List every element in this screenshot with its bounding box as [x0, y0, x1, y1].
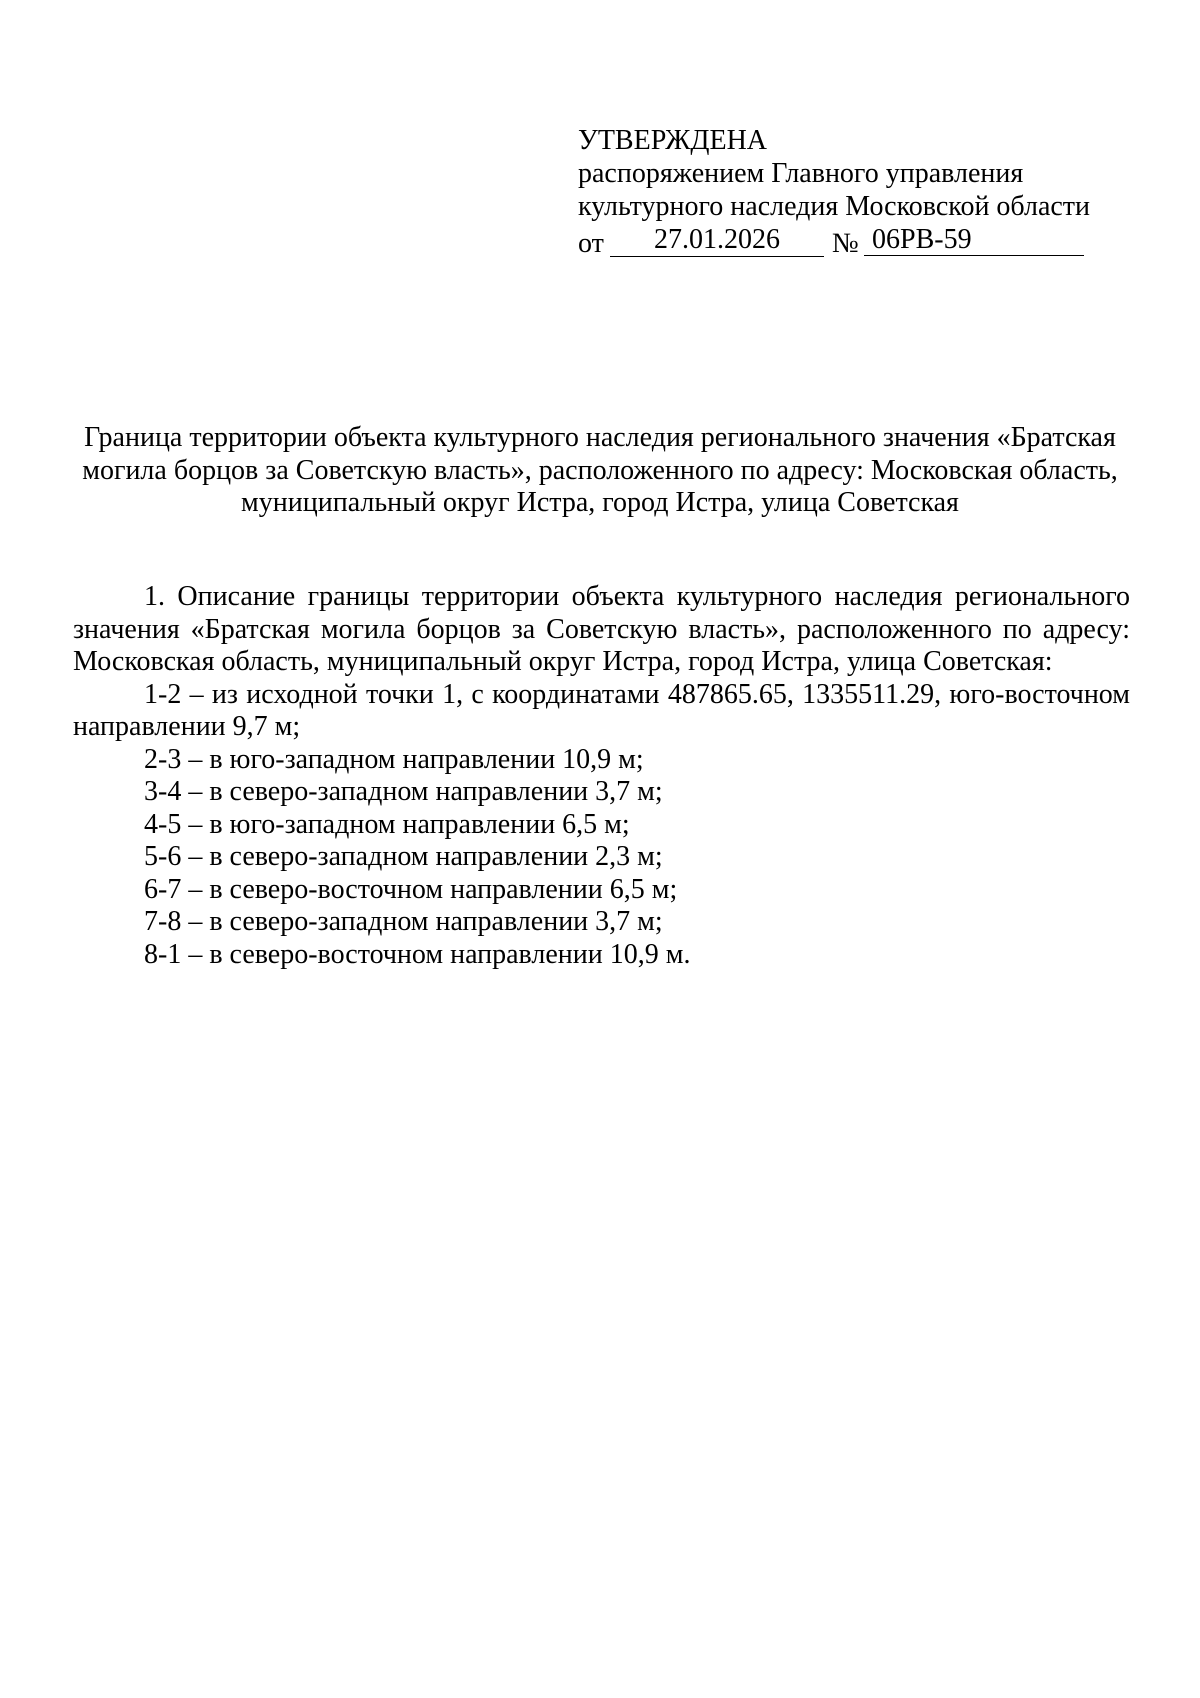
approval-line-1: распоряжением Главного управления — [578, 158, 1024, 189]
segment-item: 8-1 – в северо-восточном направлении 10,9 м. — [144, 938, 691, 970]
approval-number: 06РВ-59 — [864, 223, 1084, 256]
segment-item: 4-5 – в юго-западном направлении 6,5 м; — [144, 808, 630, 840]
date-prefix: от — [578, 228, 604, 259]
approval-line-2: культурного наследия Московской области — [578, 191, 1091, 222]
segment-item: 5-6 – в северо-западном направлении 2,3 м; — [144, 841, 663, 872]
intro-paragraph: 1. Описание границы территории объекта культурного наследия регионального значения «Братская могила борцов за Советскую власть», расположенного по адресу: Московская область, муниципальный округ Истра, город Истра, улица Советская: — [73, 581, 1130, 677]
segment-item: 6-7 – в северо-восточном направлении 6,5 м; — [144, 873, 678, 905]
document-body — [73, 581, 1130, 971]
segment-item: 3-4 – в северо-западном направлении 3,7 м; — [144, 776, 663, 807]
segment-item: 7-8 – в северо-западном направлении 3,7 м; — [144, 906, 663, 937]
approval-date: 27.01.2026 — [610, 223, 824, 257]
segment-item: 2-3 – в юго-западном направлении 10,9 м; — [144, 743, 644, 775]
approval-block — [578, 124, 1090, 259]
number-sign: № — [832, 228, 859, 259]
document-title: Граница территории объекта культурного наследия регионального значения «Братская могила борцов за Советскую власть», расположенного по адресу: Московская область, муниципальный округ Истра, город Истра, улица Советская — [82, 422, 1118, 518]
segment-1-2: 1-2 – из исходной точки 1, с координатами 487865.65, 1335511.29, юго-восточном направлении 9,7 м; — [73, 678, 1130, 742]
approval-heading: УТВЕРЖДЕНА — [578, 125, 768, 156]
approval-date-line — [578, 223, 1090, 259]
